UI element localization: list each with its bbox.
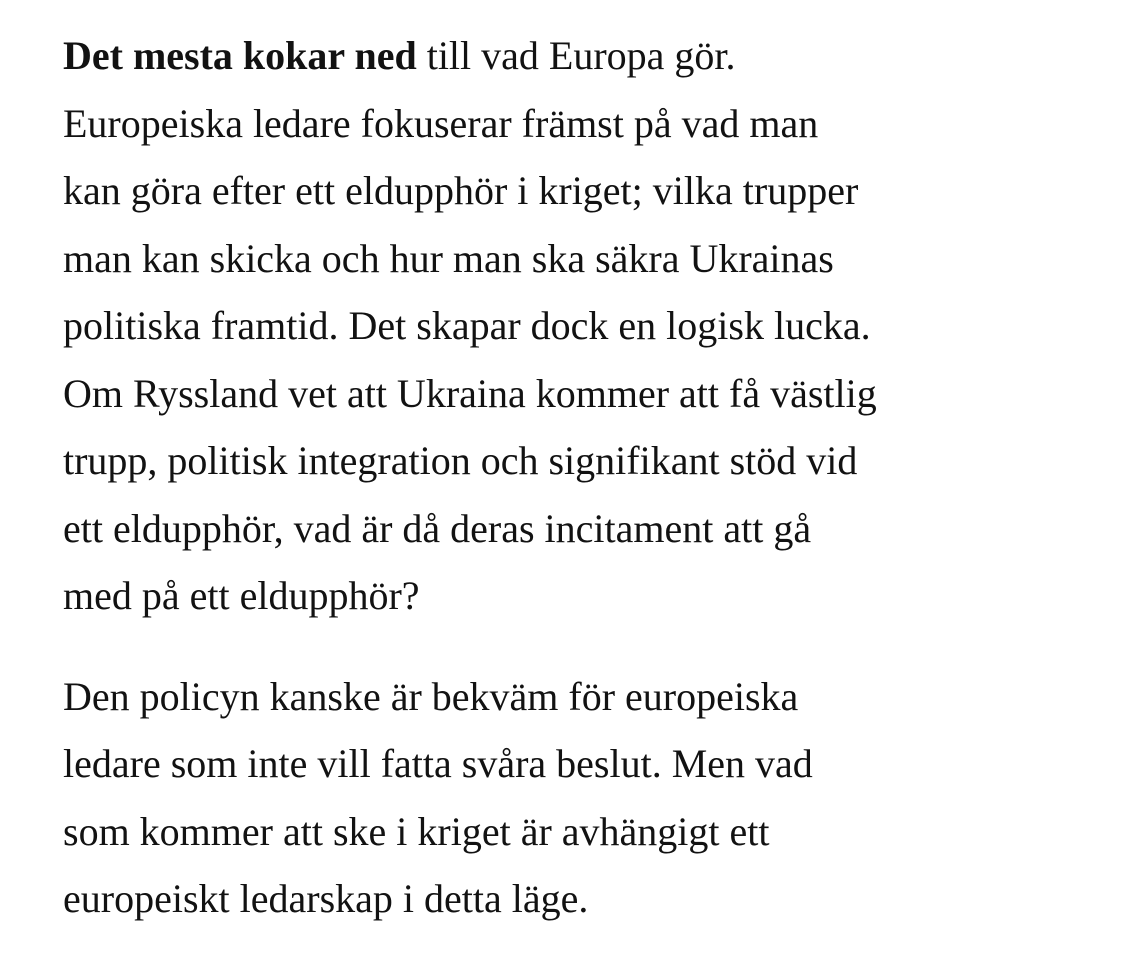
text-line: europeiskt ledarskap i detta läge. (63, 876, 589, 921)
lead-phrase: Det mesta kokar ned (63, 33, 417, 78)
text-line: kan göra efter ett eldupphör i kriget; vilka trupper (63, 168, 859, 213)
text-line: man kan skicka och hur man ska säkra Ukrainas (63, 235, 834, 281)
paragraph (63, 663, 1113, 933)
text-line (63, 22, 1113, 90)
lead-rest: till vad Europa gör. (416, 33, 736, 78)
text-line: med på ett eldupphör? (63, 573, 420, 618)
text-line: ett eldupphör, vad är då deras incitament att gå (63, 505, 812, 551)
text-line: Europeiska ledare fokuserar främst på vad man (63, 100, 819, 146)
text-line: som kommer att ske i kriget är avhängigt ett (63, 808, 770, 854)
text-line: politiska framtid. Det skapar dock en logisk lucka. (63, 303, 871, 348)
text-line: ledare som inte vill fatta svåra beslut. Men vad (63, 741, 813, 786)
text-line: trupp, politisk integration och signifikant stöd vid (63, 438, 858, 483)
article-body (63, 22, 1113, 933)
text-line: Om Ryssland vet att Ukraina kommer att få västlig (63, 370, 877, 416)
paragraph (63, 22, 1113, 630)
text-line: Den policyn kanske är bekväm för europeiska (63, 673, 799, 719)
